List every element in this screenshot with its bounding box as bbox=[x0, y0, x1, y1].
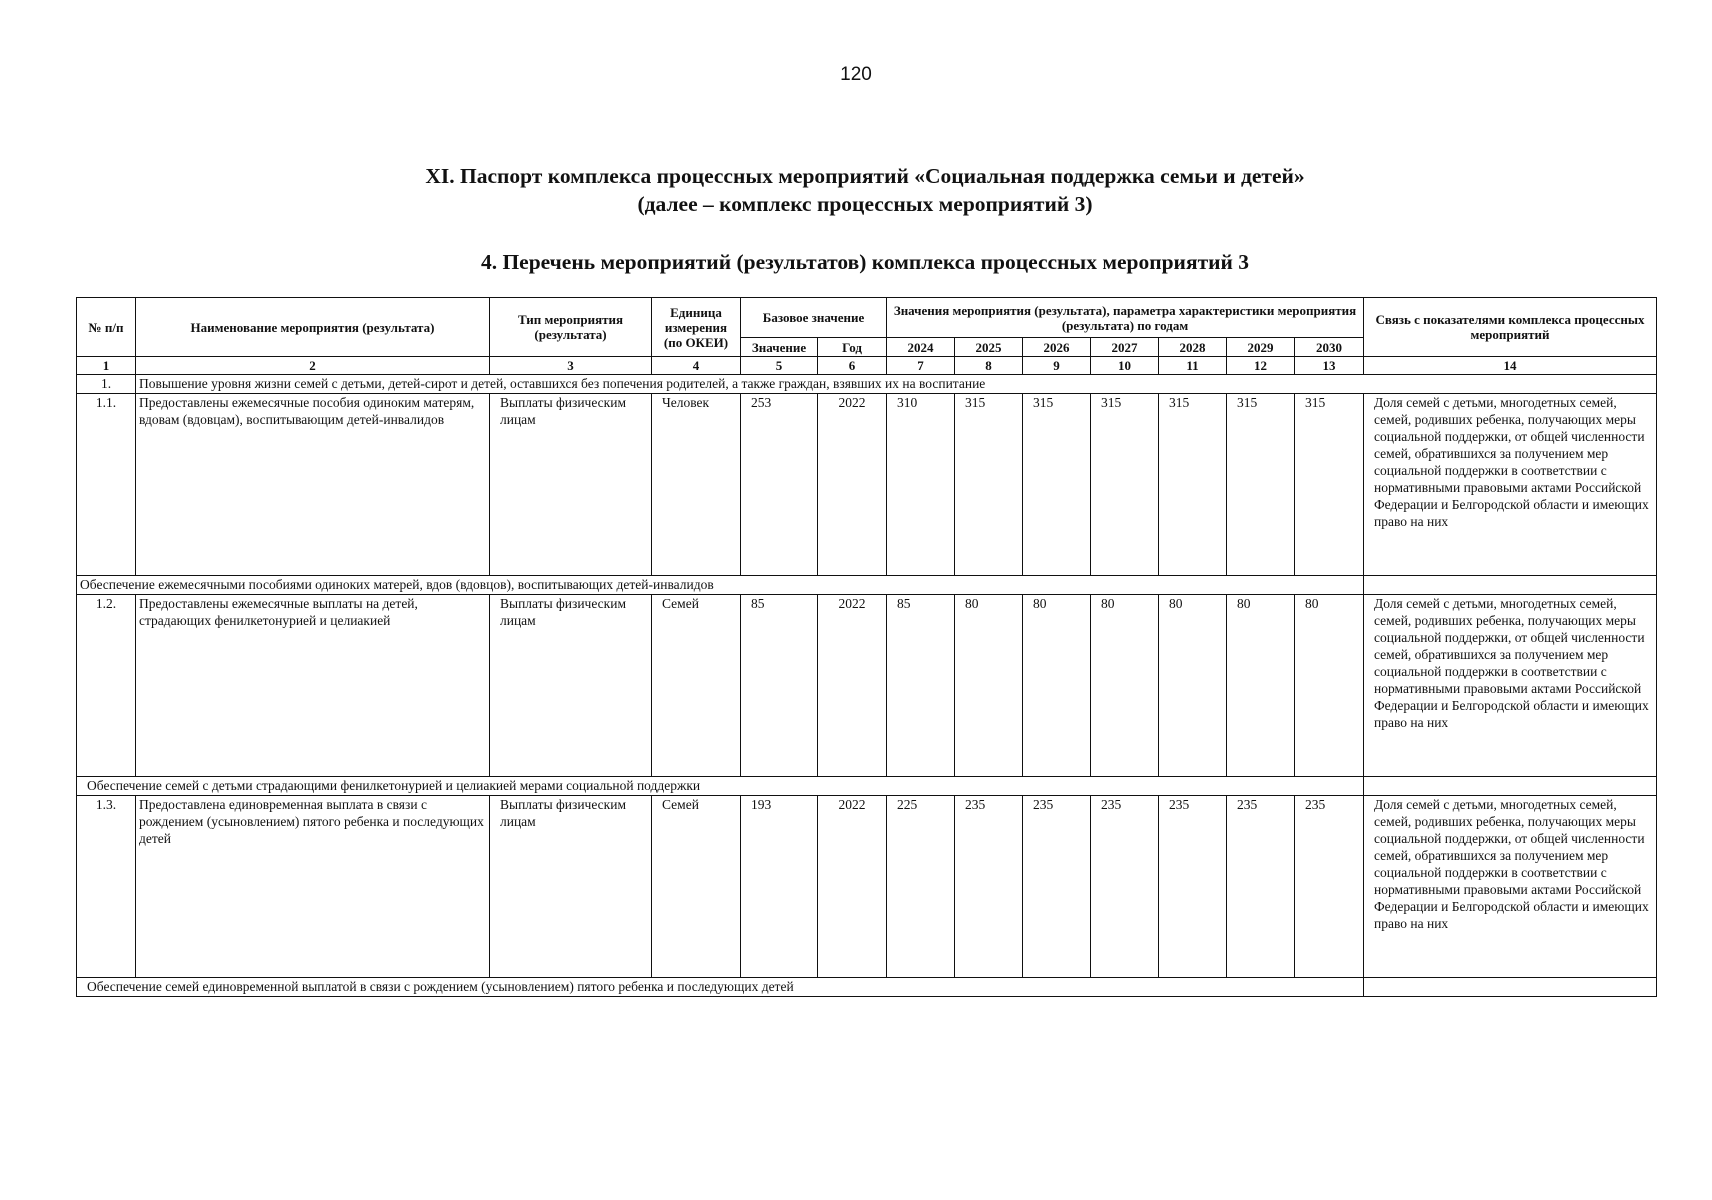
header-name: Наименование мероприятия (результата) bbox=[136, 298, 490, 357]
description-row bbox=[77, 576, 1657, 595]
section-title: 4. Перечень мероприятий (результатов) комплекса процессных мероприятий 3 bbox=[480, 250, 1250, 274]
row-value-2030: 235 bbox=[1295, 796, 1364, 978]
header-base-value: Значение bbox=[741, 338, 818, 357]
row-num: 1.2. bbox=[77, 595, 136, 777]
row-value-2028: 235 bbox=[1159, 796, 1227, 978]
row-value-2026: 80 bbox=[1023, 595, 1091, 777]
row-value-2025: 235 bbox=[955, 796, 1023, 978]
header-year-2027: 2027 bbox=[1091, 338, 1159, 357]
row-unit: Человек bbox=[652, 394, 741, 576]
row-num: 1.1. bbox=[77, 394, 136, 576]
document-subtitle: (далее – комплекс процессных мероприятий 3) bbox=[637, 192, 1093, 216]
column-number: 13 bbox=[1295, 357, 1364, 375]
column-numbers-row bbox=[77, 357, 1657, 375]
column-number: 6 bbox=[818, 357, 887, 375]
column-number: 1 bbox=[77, 357, 136, 375]
row-base-value: 253 bbox=[741, 394, 818, 576]
row-value-2025: 315 bbox=[955, 394, 1023, 576]
description-row bbox=[77, 978, 1657, 997]
row-name: Предоставлены ежемесячные пособия одиноким матерям, вдовам (вдовцам), воспитывающим детей-инвалидов bbox=[136, 394, 490, 576]
header-year-2030: 2030 bbox=[1295, 338, 1364, 357]
column-number: 9 bbox=[1023, 357, 1091, 375]
empty-cell bbox=[1364, 576, 1657, 595]
row-base-year: 2022 bbox=[818, 394, 887, 576]
document-title: XI. Паспорт комплекса процессных мероприятий «Социальная поддержка семьи и детей» bbox=[425, 164, 1305, 188]
row-type: Выплаты физическим лицам bbox=[490, 595, 652, 777]
row-name: Предоставлена единовременная выплата в связи с рождением (усыновлением) пятого ребенка и последующих детей bbox=[136, 796, 490, 978]
row-description: Обеспечение семей с детьми страдающими фенилкетонурией и целиакией мерами социальной поддержки bbox=[77, 777, 1364, 796]
header-base-year: Год bbox=[818, 338, 887, 357]
row-value-2029: 235 bbox=[1227, 796, 1295, 978]
row-type: Выплаты физическим лицам bbox=[490, 796, 652, 978]
row-value-2029: 80 bbox=[1227, 595, 1295, 777]
header-unit: Единица измерения (по ОКЕИ) bbox=[652, 298, 741, 357]
header-link: Связь с показателями комплекса процессных мероприятий bbox=[1364, 298, 1657, 357]
column-number: 8 bbox=[955, 357, 1023, 375]
row-value-2026: 315 bbox=[1023, 394, 1091, 576]
row-value-2025: 80 bbox=[955, 595, 1023, 777]
header-year-2026: 2026 bbox=[1023, 338, 1091, 357]
group-title: Повышение уровня жизни семей с детьми, детей-сирот и детей, оставшихся без попечения родителей, а также граждан, взявших их на воспитание bbox=[136, 375, 1657, 394]
column-number: 10 bbox=[1091, 357, 1159, 375]
row-value-2028: 315 bbox=[1159, 394, 1227, 576]
header-year-2029: 2029 bbox=[1227, 338, 1295, 357]
row-base-year: 2022 bbox=[818, 595, 887, 777]
row-value-2026: 235 bbox=[1023, 796, 1091, 978]
row-value-2030: 315 bbox=[1295, 394, 1364, 576]
measures-table bbox=[76, 297, 1657, 997]
table-row bbox=[77, 796, 1657, 978]
row-num: 1.3. bbox=[77, 796, 136, 978]
header-year-2025: 2025 bbox=[955, 338, 1023, 357]
row-value-2027: 235 bbox=[1091, 796, 1159, 978]
header-type: Тип мероприятия (результата) bbox=[490, 298, 652, 357]
column-number: 7 bbox=[887, 357, 955, 375]
row-value-2027: 80 bbox=[1091, 595, 1159, 777]
row-base-year: 2022 bbox=[818, 796, 887, 978]
row-value-2030: 80 bbox=[1295, 595, 1364, 777]
row-base-value: 85 bbox=[741, 595, 818, 777]
row-description: Обеспечение ежемесячными пособиями одиноких матерей, вдов (вдовцов), воспитывающих детей-инвалидов bbox=[77, 576, 1364, 595]
table-row bbox=[77, 394, 1657, 576]
description-row bbox=[77, 777, 1657, 796]
column-number: 14 bbox=[1364, 357, 1657, 375]
row-link: Доля семей с детьми, многодетных семей, семей, родивших ребенка, получающих меры социальной поддержки, от общей численности семей, обратившихся за получением мер социальной поддержки в соответствии с нормативными правовыми актами Российской Федерации и Белгородской области и имеющих право на них bbox=[1364, 394, 1657, 576]
column-number: 4 bbox=[652, 357, 741, 375]
row-description: Обеспечение семей единовременной выплатой в связи с рождением (усыновлением) пятого ребенка и последующих детей bbox=[77, 978, 1364, 997]
header-num: № п/п bbox=[77, 298, 136, 357]
page-number: 120 bbox=[840, 64, 872, 85]
row-value-2029: 315 bbox=[1227, 394, 1295, 576]
group-num: 1. bbox=[77, 375, 136, 394]
column-number: 11 bbox=[1159, 357, 1227, 375]
row-base-value: 193 bbox=[741, 796, 818, 978]
row-unit: Семей bbox=[652, 796, 741, 978]
row-name: Предоставлены ежемесячные выплаты на детей, страдающих фенилкетонурией и целиакией bbox=[136, 595, 490, 777]
row-value-2024: 310 bbox=[887, 394, 955, 576]
header-base: Базовое значение bbox=[741, 298, 887, 338]
empty-cell bbox=[1364, 777, 1657, 796]
row-link: Доля семей с детьми, многодетных семей, семей, родивших ребенка, получающих меры социальной поддержки, от общей численности семей, обратившихся за получением мер социальной поддержки в соответствии с нормативными правовыми актами Российской Федерации и Белгородской области и имеющих право на них bbox=[1364, 595, 1657, 777]
row-type: Выплаты физическим лицам bbox=[490, 394, 652, 576]
header-year-2024: 2024 bbox=[887, 338, 955, 357]
row-unit: Семей bbox=[652, 595, 741, 777]
header-years-group: Значения мероприятия (результата), параметра характеристики мероприятия (результата) по годам bbox=[887, 298, 1364, 338]
column-number: 3 bbox=[490, 357, 652, 375]
row-value-2024: 225 bbox=[887, 796, 955, 978]
table-row bbox=[77, 595, 1657, 777]
column-number: 5 bbox=[741, 357, 818, 375]
row-link: Доля семей с детьми, многодетных семей, семей, родивших ребенка, получающих меры социальной поддержки, от общей численности семей, обратившихся за получением мер социальной поддержки в соответствии с нормативными правовыми актами Российской Федерации и Белгородской области и имеющих право на них bbox=[1364, 796, 1657, 978]
row-value-2027: 315 bbox=[1091, 394, 1159, 576]
row-value-2024: 85 bbox=[887, 595, 955, 777]
header-year-2028: 2028 bbox=[1159, 338, 1227, 357]
row-value-2028: 80 bbox=[1159, 595, 1227, 777]
column-number: 12 bbox=[1227, 357, 1295, 375]
empty-cell bbox=[1364, 978, 1657, 997]
group-row bbox=[77, 375, 1657, 394]
column-number: 2 bbox=[136, 357, 490, 375]
